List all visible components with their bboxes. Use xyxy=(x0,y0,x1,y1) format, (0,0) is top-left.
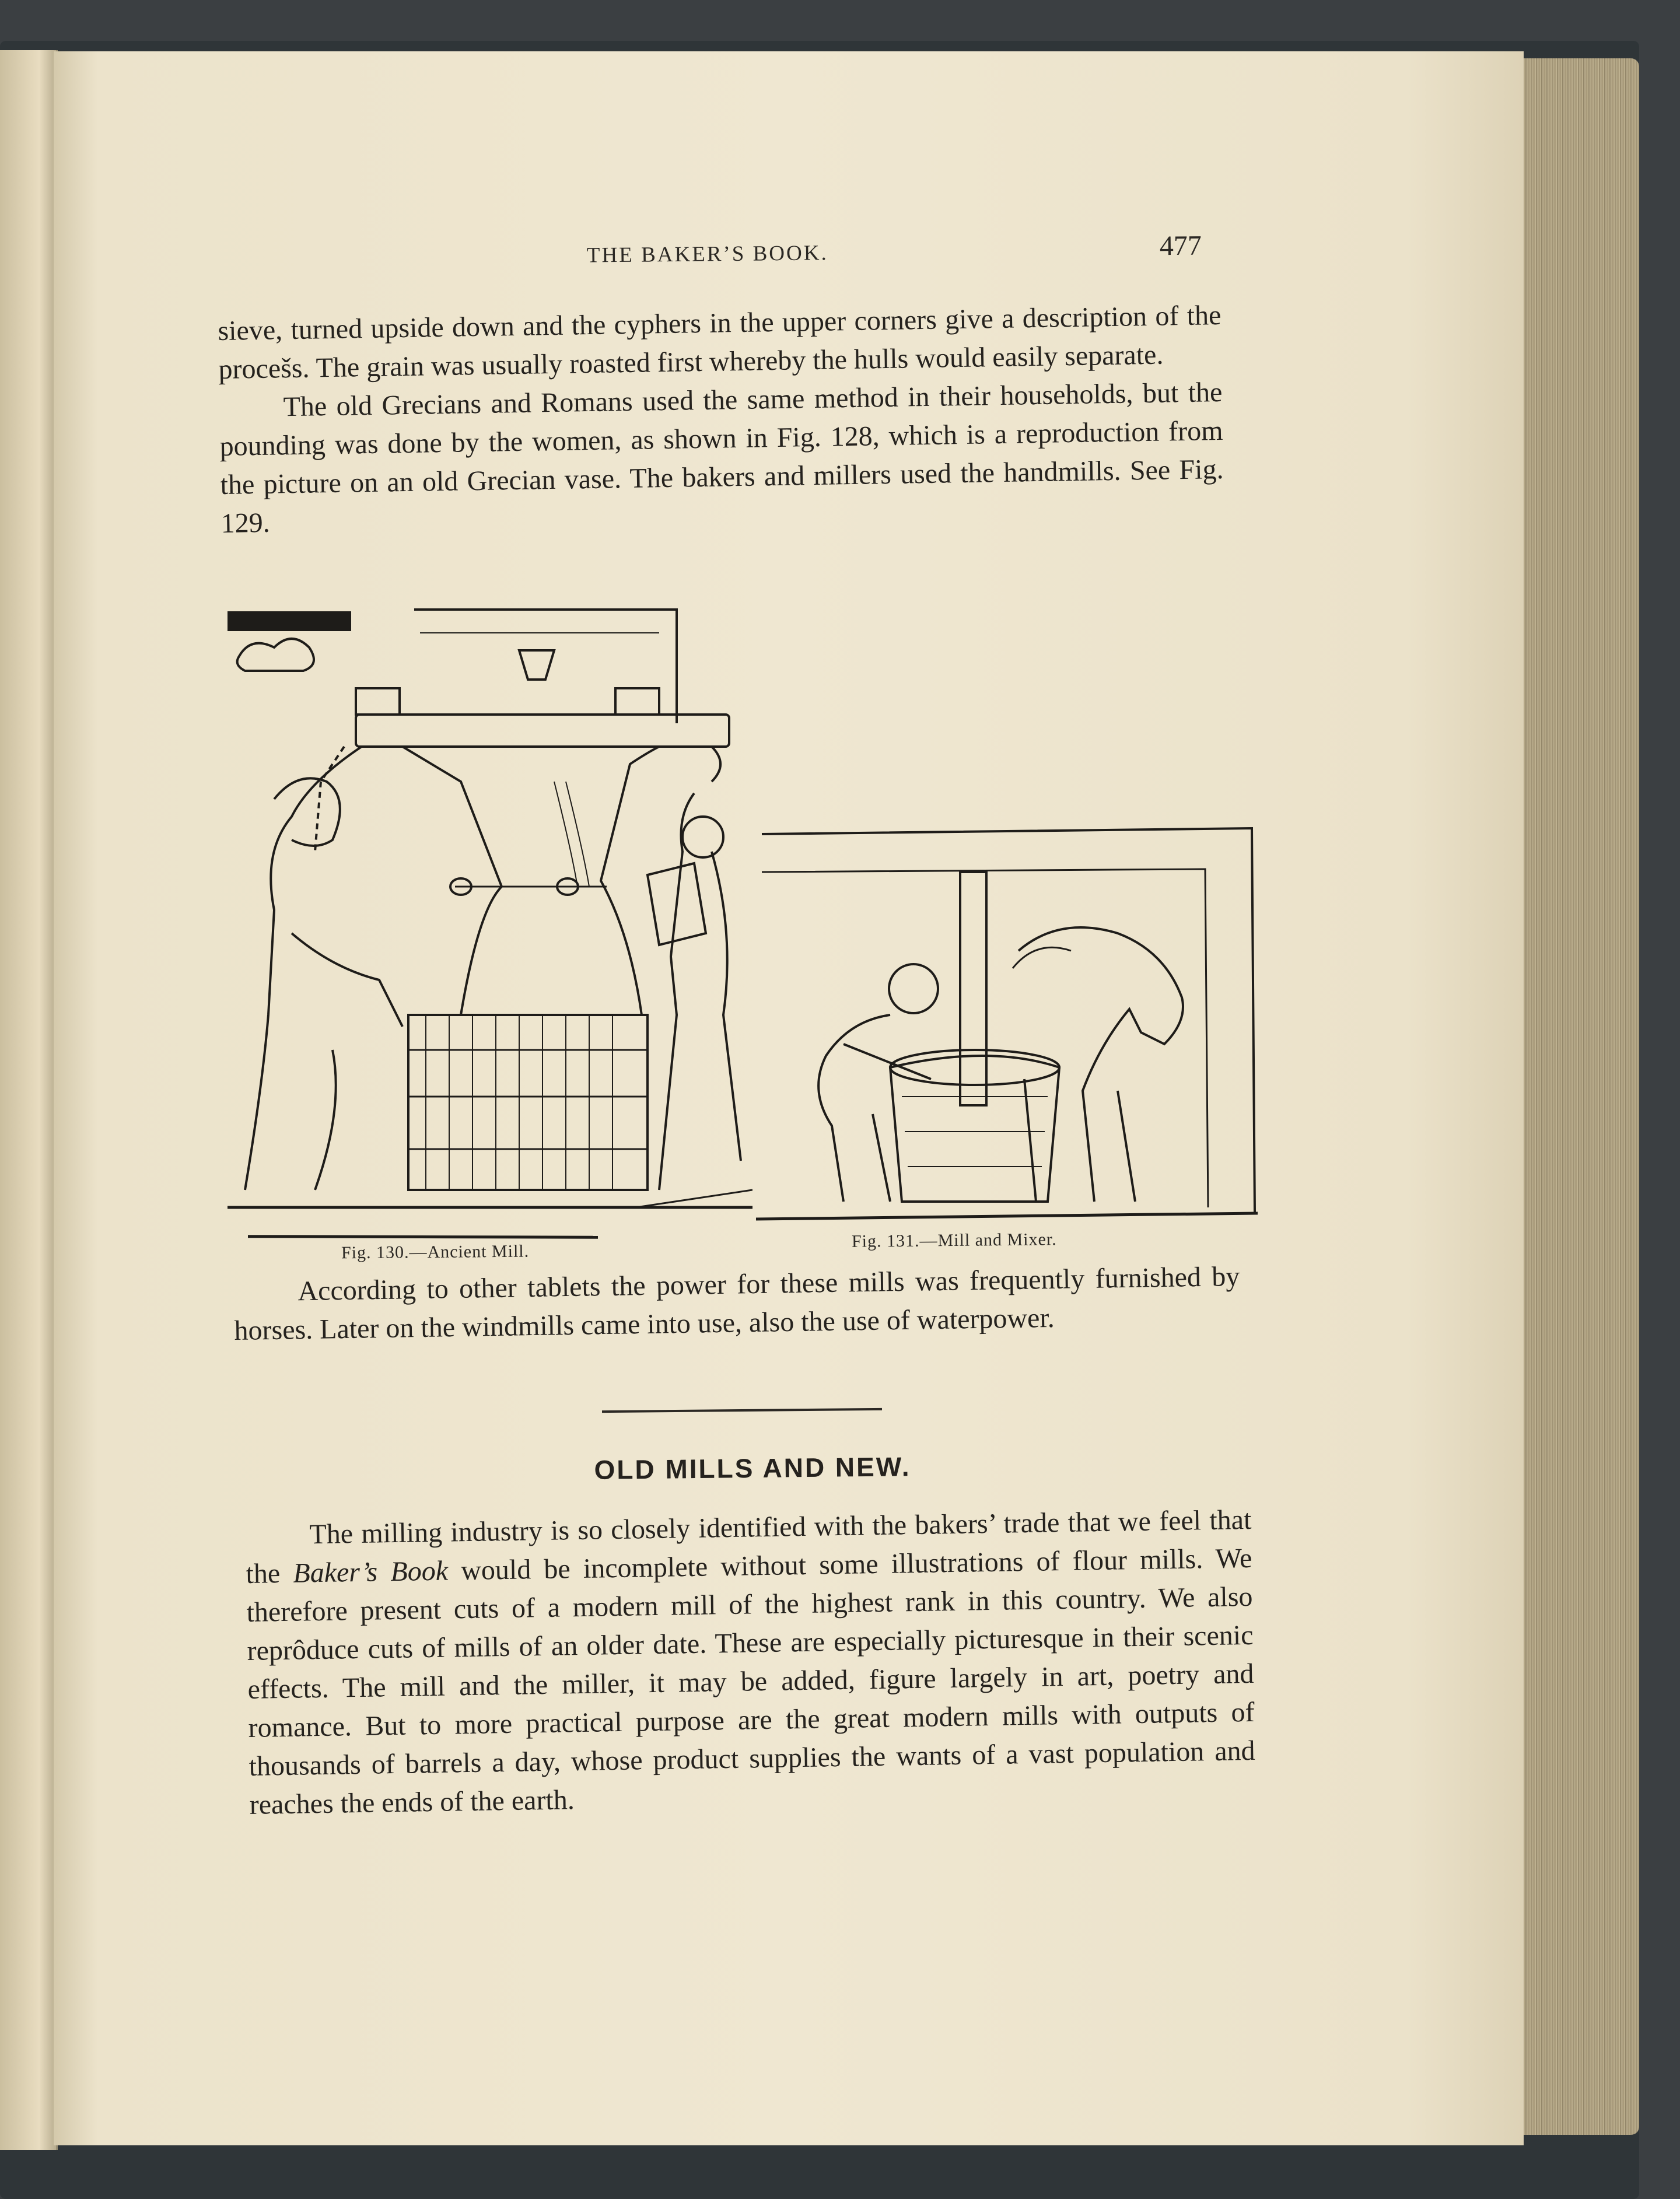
horse-outline xyxy=(1019,927,1183,1202)
figure-131-caption: Fig. 131.—Mill and Mixer. xyxy=(851,1230,1057,1251)
intro-text-start: The milling industry is so closely identified with the bakers’ trade that we feel that the xyxy=(246,1504,1252,1589)
paragraph-grecians: The old Grecians and Romans used the same method in their households, but the pounding was done by the women, as shown in Fig. 128, which is a reproduction from the picture on an old Grecian vase. The bakers and millers used the handmills. See Fig. 129. xyxy=(219,376,1224,539)
book-title: Baker’s Book xyxy=(292,1555,449,1589)
mill-and-mixer-illustration xyxy=(756,822,1258,1242)
frieze-block xyxy=(228,612,350,630)
worker-body xyxy=(818,1015,931,1202)
section-heading: OLD MILLS AND NEW. xyxy=(594,1451,911,1485)
page-number: 477 xyxy=(1159,230,1202,262)
ornament-scroll xyxy=(237,639,314,671)
paragraph-milling-industry xyxy=(245,1501,1256,1825)
figure-130-caption: Fig. 130.—Ancient Mill. xyxy=(341,1241,530,1263)
mill-base xyxy=(408,1015,648,1190)
facing-page-edge xyxy=(0,50,58,2150)
intro-text-rest: would be incomplete without some illustrations of flour mills. We therefore present cuts of a modern mill of the highest rank in this country. We also reprôduce cuts of mills of an older date. These are especially picturesque in their scenic effects. The mill and the miller, it may be added, figure largely in art, poetry and romance. But to more practical purpose are the great modern mills with outputs of thousands of barrels a day, whose product supplies the wants of a vast population and reaches the ends of the earth. xyxy=(246,1542,1255,1820)
mixer-shaft xyxy=(960,872,986,1105)
grain-hopper xyxy=(519,650,554,680)
horse-head xyxy=(274,778,340,846)
worker-head xyxy=(889,964,938,1013)
running-head-title: THE BAKER’S BOOK. xyxy=(586,241,828,268)
paragraph-horses: According to other tablets the power for these mills was frequently furnished by horses. Later on the windmills came into use, also the use of waterpower. xyxy=(234,1260,1240,1346)
mill-stone-body xyxy=(402,747,659,1015)
bottom-text-block xyxy=(245,1501,1256,1825)
paragraph-sieve: sieve, turned upside down and the cyphers in the upper corners give a description of the procešs. The grain was usually roasted first whereby the hulls would easily separate. xyxy=(218,299,1222,385)
middle-text-block xyxy=(233,1258,1241,1350)
roof-beam xyxy=(414,610,677,723)
top-text-block xyxy=(218,296,1224,543)
worker-outline xyxy=(659,747,741,1190)
page-block-edges xyxy=(1510,58,1639,2135)
ancient-mill-illustration xyxy=(228,607,752,1248)
horse-outline xyxy=(245,747,402,1190)
mill-crossbeam xyxy=(356,715,729,747)
